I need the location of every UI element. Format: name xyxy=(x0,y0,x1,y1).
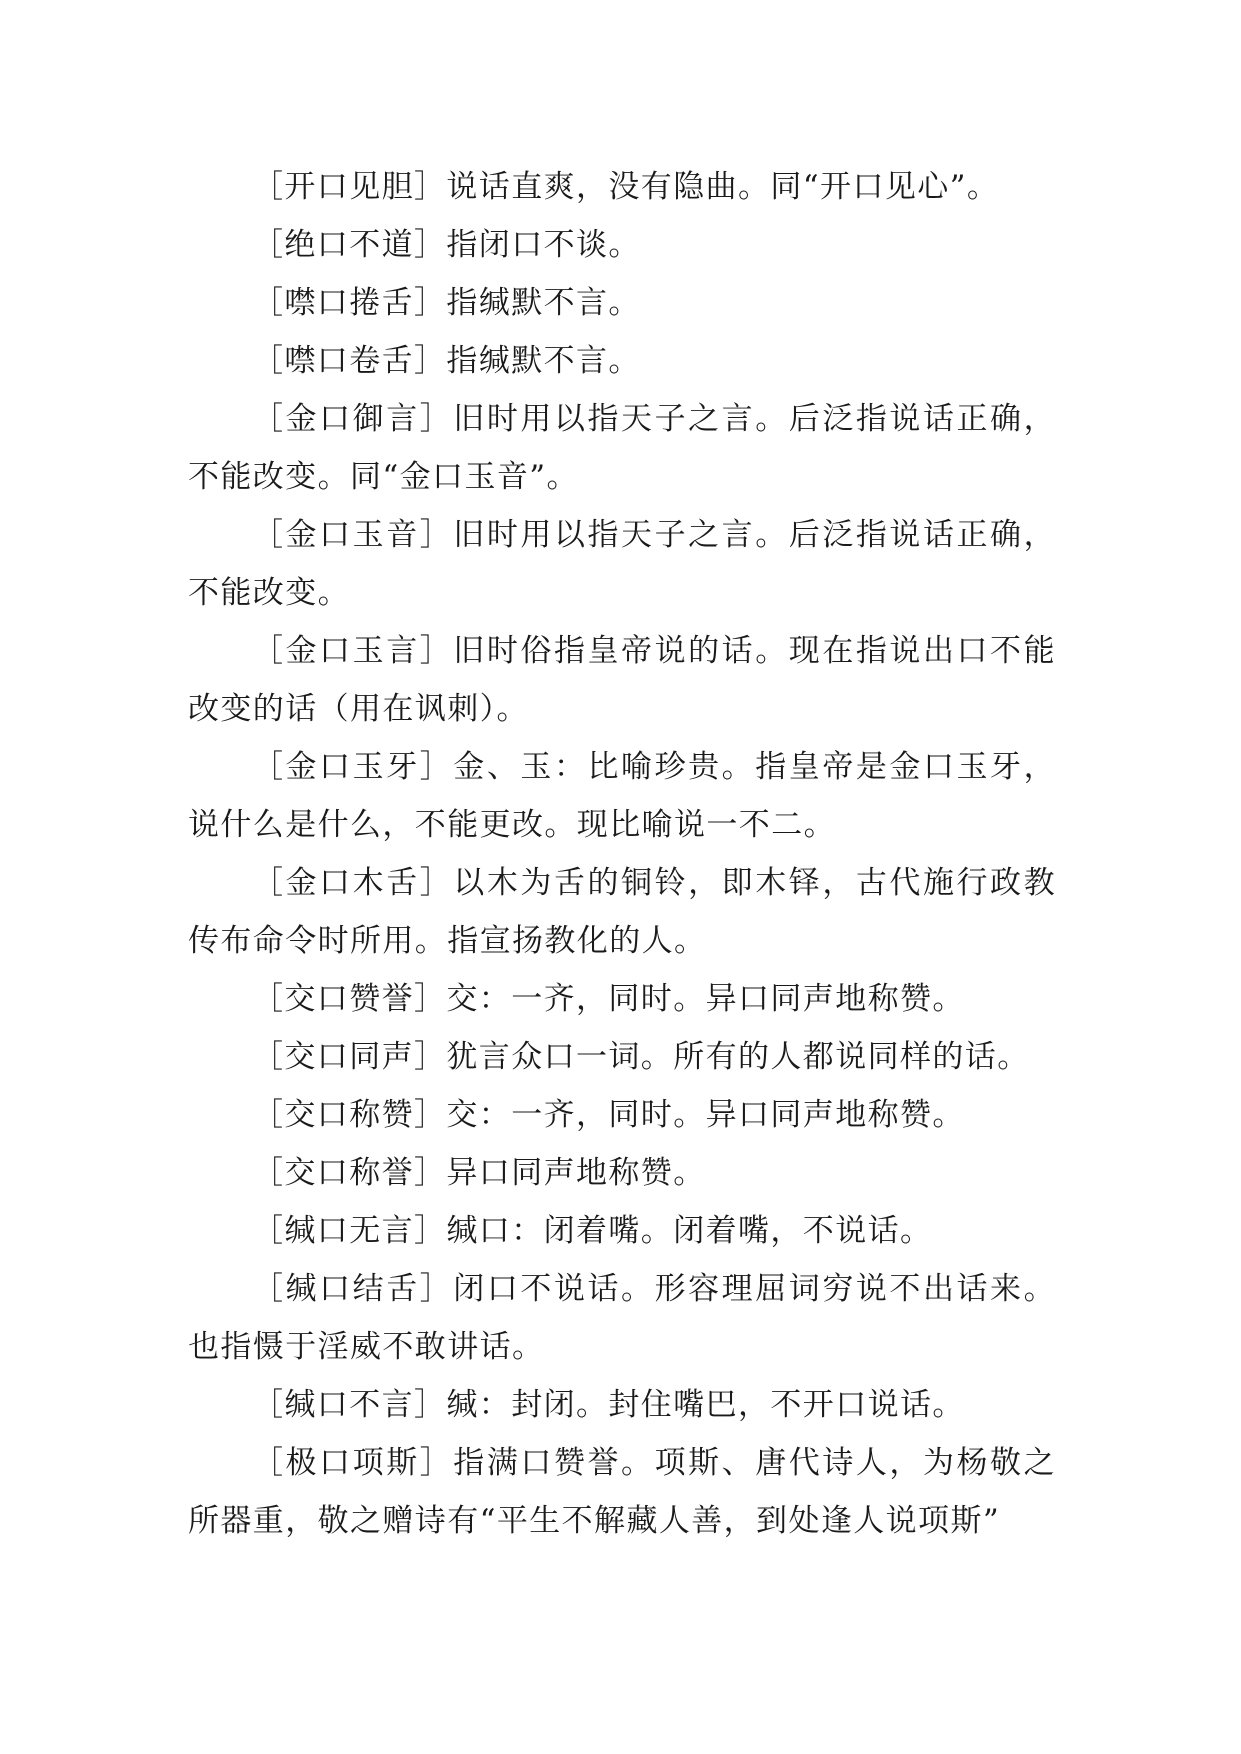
idiom-entry xyxy=(188,854,1056,970)
idiom-entry xyxy=(188,390,1056,506)
idiom-entry xyxy=(188,506,1056,622)
idiom-entry xyxy=(188,1260,1056,1376)
idiom-term: ［金口玉言］ xyxy=(252,633,454,669)
idiom-definition: 指满口赞誉。项斯、唐代诗人，为杨敬之所器重，敬之赠诗有“平生不解藏人善，到处逢人说项斯” xyxy=(188,1445,1057,1539)
idiom-term: ［缄口不言］ xyxy=(252,1387,447,1423)
idiom-definition: 缄口：闭着嘴。闭着嘴，不说话。 xyxy=(446,1213,933,1249)
idiom-definition: 交：一齐，同时。异口同声地称赞。 xyxy=(446,1097,965,1133)
idiom-entry xyxy=(188,1376,1056,1434)
idiom-term: ［交口同声］ xyxy=(252,1039,447,1075)
idiom-term: ［缄口结舌］ xyxy=(252,1271,454,1307)
idiom-definition: 旧时用以指天子之言。后泛指说话正确，不能改变。同“金口玉音”。 xyxy=(188,401,1057,495)
idiom-term: ［噤口捲舌］ xyxy=(252,285,447,321)
idiom-entry xyxy=(188,1086,1056,1144)
idiom-definition: 旧时俗指皇帝说的话。现在指说出口不能改变的话（用在讽刺）。 xyxy=(188,633,1057,727)
idiom-term: ［交口称赞］ xyxy=(252,1097,447,1133)
idiom-term: ［缄口无言］ xyxy=(252,1213,447,1249)
idiom-definition: 指缄默不言。 xyxy=(446,285,641,321)
idiom-definition: 说话直爽，没有隐曲。同“开口见心”。 xyxy=(446,169,1000,205)
idiom-definition: 指闭口不谈。 xyxy=(446,227,641,263)
idiom-definition: 交：一齐，同时。异口同声地称赞。 xyxy=(446,981,965,1017)
idiom-definition: 缄：封闭。封住嘴巴，不开口说话。 xyxy=(446,1387,965,1423)
idiom-entry xyxy=(188,1202,1056,1260)
idiom-entry xyxy=(188,738,1056,854)
idiom-entry xyxy=(188,274,1056,332)
idiom-entry xyxy=(188,1028,1056,1086)
idiom-entry xyxy=(188,158,1056,216)
idiom-term: ［交口赞誉］ xyxy=(252,981,447,1017)
idiom-term: ［噤口卷舌］ xyxy=(252,343,447,379)
idiom-definition: 旧时用以指天子之言。后泛指说话正确，不能改变。 xyxy=(188,517,1057,611)
idiom-definition: 闭口不说话。形容理屈词穷说不出话来。也指慑于淫威不敢讲话。 xyxy=(188,1271,1057,1365)
idiom-entry xyxy=(188,622,1056,738)
idiom-entry xyxy=(188,332,1056,390)
idiom-definition: 异口同声地称赞。 xyxy=(446,1155,706,1191)
idiom-entry xyxy=(188,1144,1056,1202)
idiom-term: ［金口木舌］ xyxy=(252,865,454,901)
idiom-entry-list xyxy=(188,158,1056,1550)
idiom-definition: 犹言众口一词。所有的人都说同样的话。 xyxy=(446,1039,1030,1075)
idiom-definition: 以木为舌的铜铃，即木铎，古代施行政教传布命令时所用。指宣扬教化的人。 xyxy=(188,865,1057,959)
idiom-entry xyxy=(188,970,1056,1028)
idiom-term: ［金口玉音］ xyxy=(252,517,454,553)
idiom-term: ［绝口不道］ xyxy=(252,227,447,263)
idiom-term: ［开口见胆］ xyxy=(252,169,447,205)
idiom-term: ［金口御言］ xyxy=(252,401,454,437)
idiom-term: ［金口玉牙］ xyxy=(252,749,454,785)
idiom-term: ［交口称誉］ xyxy=(252,1155,447,1191)
idiom-term: ［极口项斯］ xyxy=(252,1445,454,1481)
idiom-entry xyxy=(188,216,1056,274)
idiom-definition: 指缄默不言。 xyxy=(446,343,641,379)
idiom-definition: 金、玉：比喻珍贵。指皇帝是金口玉牙，说什么是什么，不能更改。现比喻说一不二。 xyxy=(188,749,1057,843)
idiom-entry xyxy=(188,1434,1056,1550)
